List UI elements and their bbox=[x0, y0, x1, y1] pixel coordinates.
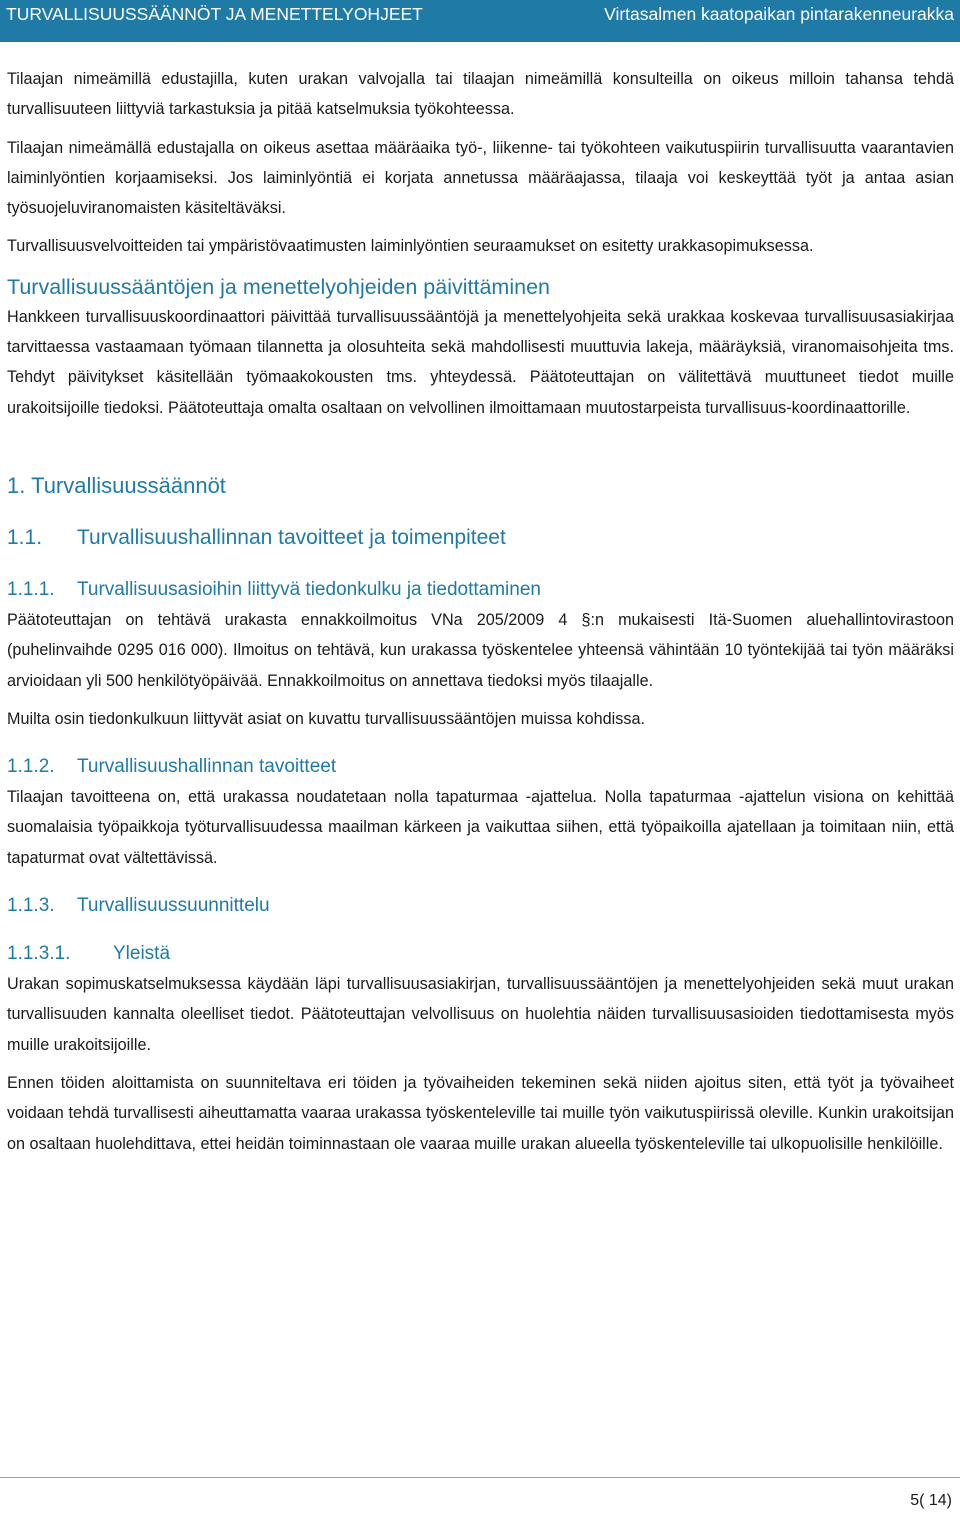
paragraph-notification: Päätoteuttajan on tehtävä urakasta ennakkoilmoitus VNa 205/2009 4 §:n mukaisesti Itä-Suomen aluehallintovirastoon (puhelinvaihde 0295 016 000). Ilmoitus on tehtävä, kun urakassa työskentelee yhteensä vähintään 10 työntekijää tai työn määräksi arvioidaan yli 500 henkilötyöpäivää. Ennakkoilmoitus on annettava tiedoksi myös tilaajalle. bbox=[7, 610, 954, 690]
project-name: Virtasalmen kaatopaikan pintarakenneurakka bbox=[604, 4, 954, 24]
paragraph-contract-review: Urakan sopimuskatselmuksessa käydään läpi turvallisuusasiakirjan, turvallisuussääntöjen ja menettelyohjeiden sekä muut urakan turvallisuuden kannalta oleelliset tiedot. Päätoteuttajan velvollisuus on huolehtia näiden turvallisuusasioiden tiedottamisesta myös muille urakoitsijoille. bbox=[7, 975, 954, 1054]
paragraph-deadline: Tilaajan nimeämällä edustajalla on oikeus asettaa määräaika työ-, liikenne- tai työkohteen vaikutuspiirin turvallisuutta vaarantavien laiminlyöntien korjaamiseksi. Jos laiminlyöntiä ei korjata annetussa määräajassa, tilaaja voi keskeyttää työt ja antaa asian työsuojeluviranomaisten käsiteltäväksi. bbox=[7, 138, 954, 218]
paragraph-inspections: Tilaajan nimeämillä edustajilla, kuten urakan valvojalla tai tilaajan nimeämillä konsulteilla on oikeus milloin tahansa tehdä turvallisuuteen liittyviä tarkastuksia ja pitää katselmuksia työkohteessa. bbox=[7, 70, 954, 119]
section-heading-1-1-2 bbox=[7, 752, 954, 782]
section-title: Turvallisuushallinnan tavoitteet bbox=[77, 756, 337, 778]
document-body bbox=[7, 64, 954, 1159]
section-heading-1-1 bbox=[7, 523, 954, 553]
paragraph-goals: Tilaajan tavoitteena on, että urakassa noudatetaan nolla tapaturmaa -ajattelua. Nolla tapaturmaa -ajattelun visiona on kehittää suomalaisia työpaikkoja työturvallisuudessa maailman kärkeen ja vaikuttaa siihen, että työpaikoilla ajatellaan ja toimitaan niin, että tapaturmat ovat vältettävissä. bbox=[7, 788, 954, 867]
section-heading-1-1-1 bbox=[7, 575, 954, 605]
section-title: Turvallisuusasioihin liittyvä tiedonkulku ja tiedottaminen bbox=[77, 578, 541, 600]
section-title: Yleistä bbox=[113, 943, 171, 965]
section-number: 1.1.1. bbox=[7, 578, 55, 600]
section-title: Turvallisuushallinnan tavoitteet ja toimenpiteet bbox=[77, 525, 506, 549]
section-heading-1-1-3 bbox=[7, 891, 954, 921]
section-number: 1.1.3.1. bbox=[7, 943, 71, 965]
section-title-update: Turvallisuussääntöjen ja menettelyohjeiden päivittäminen bbox=[7, 274, 550, 299]
header-divider bbox=[0, 40, 960, 42]
document-title: TURVALLISUUSSÄÄNNÖT JA MENETTELYOHJEET bbox=[6, 4, 423, 24]
section-number: 1.1.3. bbox=[7, 895, 55, 917]
page-number: 5( 14) bbox=[910, 1492, 952, 1509]
chapter-title: Turvallisuussäännöt bbox=[31, 472, 226, 498]
section-number: 1.1.2. bbox=[7, 756, 55, 778]
chapter-heading bbox=[7, 471, 954, 501]
paragraph-consequences: Turvallisuusvelvoitteiden tai ympäristövaatimusten laiminlyöntien seuraamukset on esitetty urakkasopimuksessa. bbox=[7, 237, 814, 256]
section-number: 1.1. bbox=[7, 525, 43, 549]
section-title: Turvallisuussuunnittelu bbox=[77, 895, 270, 917]
paragraph-planning: Ennen töiden aloittamista on suunniteltava eri töiden ja työvaiheiden tekeminen sekä niiden ajoitus siten, että työt ja työvaiheet voidaan tehdä turvallisesti aiheuttamatta vaaraa urakassa työskenteleville tai muille työn vaikutuspiirissä oleville. Kunkin urakoitsijan on osaltaan huolehdittava, ettei heidän toiminnastaan ole vaaraa muille urakan alueella työskenteleville tai ulkopuolisille henkilöille. bbox=[7, 1073, 954, 1153]
chapter-number: 1. bbox=[7, 472, 26, 498]
section-heading-1-1-3-1 bbox=[7, 939, 954, 969]
paragraph-information-flow: Muilta osin tiedonkulkuun liittyvät asiat on kuvattu turvallisuussääntöjen muissa kohdissa. bbox=[7, 709, 645, 728]
page-header bbox=[0, 0, 960, 40]
paragraph-update: Hankkeen turvallisuuskoordinaattori päivittää turvallisuussääntöjä ja menettelyohjeita sekä urakkaa koskevaa turvallisuusasiakirjaa tarvittaessa vastaamaan työmaan tilannetta ja olosuhteita sekä mahdollisesti muuttuvia lakeja, määräyksiä, viranomaisohjeita tms. Tehdyt päivitykset käsitellään työmaakokousten tms. yhteydessä. Päätoteuttajan on välitettävä muuttuneet tiedot muille urakoitsijoille tiedoksi. Päätoteuttaja omalta osaltaan on velvollinen ilmoittamaan muutostarpeista turvallisuus-koordinaattorille. bbox=[7, 307, 954, 417]
footer-divider bbox=[0, 1477, 960, 1478]
